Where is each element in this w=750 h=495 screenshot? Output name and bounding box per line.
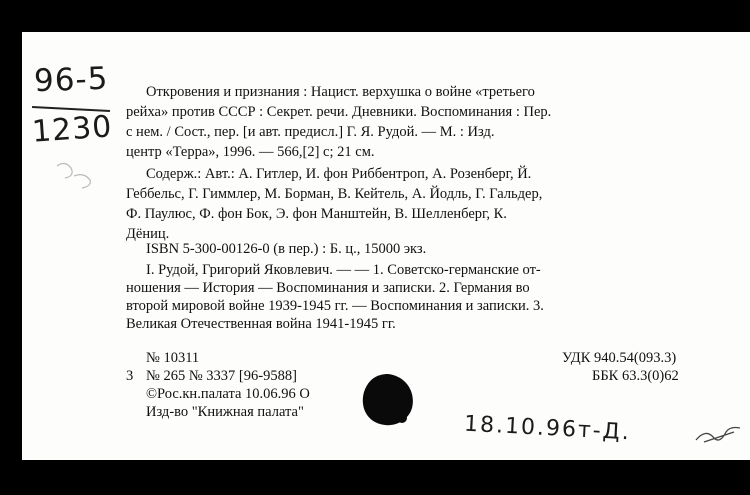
publisher-line: Изд-во "Книжная палата" [146, 404, 304, 420]
contents-line-3: Ф. Паулюс, Ф. фон Бок, Э. фон Манштейн, В. Шелленберг, К. [126, 206, 507, 222]
subject-line-2: ношения — История — Воспоминания и записки. 2. Германия во [126, 280, 530, 296]
pencil-mark [52, 156, 112, 196]
subject-line-3: второй мировой войне 1939-1945 гг. — Воспоминания и записки. 3. [126, 298, 544, 314]
book-chamber-line: ©Рос.кн.палата 10.06.96 О [146, 386, 310, 402]
title-line-3: с нем. / Сост., пер. [и авт. предисл.] Г. Я. Рудой. — М. : Изд. [126, 124, 495, 140]
handwritten-date: 18.10.96т-Д. [463, 411, 632, 446]
bbk-code: ББК 63.3(0)62 [592, 368, 679, 384]
contents-line-4: Дёниц. [126, 226, 170, 242]
handwritten-call-number: 96-5 [33, 60, 109, 100]
catalog-card [22, 32, 750, 460]
handwritten-initials [694, 424, 744, 446]
title-line-2: рейха» против СССР : Секрет. речи. Дневники. Воспоминания : Пер. [126, 104, 552, 120]
library-stamp-blot [358, 370, 418, 430]
contents-line-2: Геббельс, Г. Гиммлер, М. Борман, В. Кейтель, А. Йодль, Г. Гальдер, [126, 186, 543, 202]
udk-code: УДК 940.54(093.3) [562, 350, 677, 366]
subject-line-4: Великая Отечественная война 1941-1945 гг. [126, 316, 396, 332]
handwritten-inventory-number: 1230 [30, 109, 114, 150]
contents-line-1: Содерж.: Авт.: А. Гитлер, И. фон Риббентроп, А. Розенберг, Й. [146, 166, 532, 182]
edition-prefix: 3 [126, 368, 134, 384]
subject-line-1: I. Рудой, Григорий Яковлевич. — — 1. Советско-германские от- [146, 262, 541, 278]
record-number: № 10311 [146, 350, 200, 366]
isbn-line: ISBN 5-300-00126-0 (в пер.) : Б. ц., 15000 экз. [146, 241, 427, 257]
title-line-4: центр «Терра», 1996. — 566,[2] с; 21 см. [126, 144, 375, 160]
book-number: № 265 № 3337 [96-9588] [146, 368, 297, 384]
title-line-1: Откровения и признания : Нацист. верхушка о войне «третьего [146, 84, 535, 100]
